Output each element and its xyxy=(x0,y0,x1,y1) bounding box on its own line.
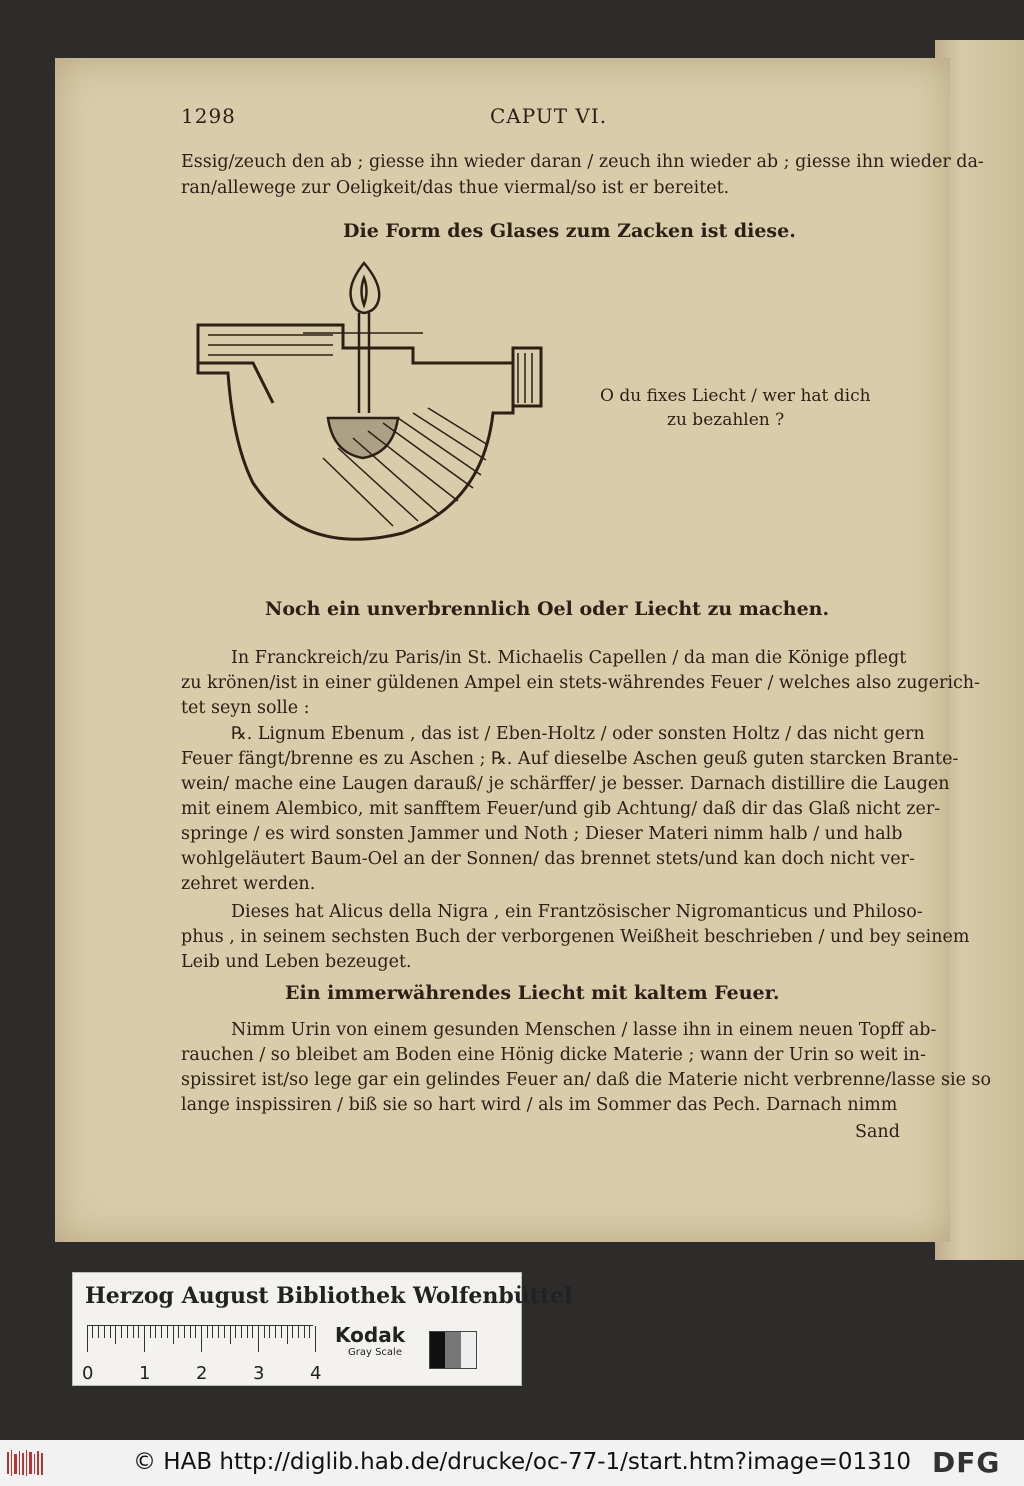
illustration-caption: O du fixes Liecht / wer hat dich xyxy=(600,386,871,406)
section-heading: Die Form des Glases zum Zacken ist diese. xyxy=(343,220,796,242)
text-line: Leib und Leben bezeuget. xyxy=(181,952,412,972)
ruler-number: 4 xyxy=(310,1363,322,1384)
text-line: zu krönen/ist in einer güldenen Ampel ein stets-währendes Feuer / welches also zugerich- xyxy=(181,673,980,693)
illustration-caption: zu bezahlen ? xyxy=(667,410,785,430)
text-line: springe / es wird sonsten Jammer und Noth ; Dieser Materi nimm halb / und halb xyxy=(181,824,903,844)
text-line: phus , in seinem sechsten Buch der verborgenen Weißheit beschrieben / und bey seinem xyxy=(181,927,970,947)
text-line: spissiret ist/so lege gar ein gelindes Feuer an/ daß die Materie nicht verbrenne/lasse sie so xyxy=(181,1070,992,1090)
text-line: zehret werden. xyxy=(181,874,316,894)
text-line: ℞. Lignum Ebenum , das ist / Eben-Holtz / oder sonsten Holtz / das nicht gern xyxy=(231,724,925,744)
gray-scale-label: Gray Scale xyxy=(348,1347,402,1358)
text-line: lange inspissiren / biß sie so hart wird / als im Sommer das Pech. Darnach nimm xyxy=(181,1095,898,1115)
text-line: wohlgeläutert Baum-Oel an der Sonnen/ das brennet stets/und kan doch nicht ver- xyxy=(181,849,915,869)
text-line: rauchen / so bleibet am Boden eine Hönig dicke Materie ; wann der Urin so weit in- xyxy=(181,1045,926,1065)
barcode-icon xyxy=(6,1448,46,1478)
footer-bar xyxy=(0,1440,1024,1486)
text-line: Nimm Urin von einem gesunden Menschen / lasse ihn in einem neuen Topff ab- xyxy=(231,1020,937,1040)
text-line: Feuer fängt/brenne es zu Aschen ; ℞. Auf dieselbe Aschen geuß guten starcken Brante- xyxy=(181,749,959,769)
book-page xyxy=(55,58,992,1242)
catchword: Sand xyxy=(855,1122,900,1142)
ruler-number: 0 xyxy=(82,1363,94,1384)
kodak-brand: Kodak xyxy=(335,1323,405,1347)
section-heading: Ein immerwährendes Liecht mit kaltem Feuer. xyxy=(285,982,780,1004)
text-line: wein/ mache eine Laugen darauß/ je schärffer/ je besser. Darnach distillire die Laugen xyxy=(181,774,950,794)
text-line: Dieses hat Alicus della Nigra , ein Frantzösischer Nigromanticus und Philoso- xyxy=(231,902,923,922)
text-line: In Franckreich/zu Paris/in St. Michaelis Capellen / da man die Könige pflegt xyxy=(231,648,907,668)
gray-scale-patches xyxy=(429,1331,477,1369)
ruler xyxy=(87,1325,313,1352)
text-line: ran/allewege zur Oeligkeit/das thue viermal/so ist er bereitet. xyxy=(181,178,730,198)
section-heading: Noch ein unverbrennlich Oel oder Liecht zu machen. xyxy=(265,598,830,620)
ruler-number: 3 xyxy=(253,1363,265,1384)
copyright-url[interactable]: © HAB http://diglib.hab.de/drucke/oc-77-1/start.htm?image=01310 xyxy=(133,1449,912,1475)
text-line: tet seyn solle : xyxy=(181,698,310,718)
ruler-number: 2 xyxy=(196,1363,208,1384)
color-reference-card xyxy=(72,1272,573,1386)
ruler-number: 1 xyxy=(139,1363,151,1384)
text-line: Essig/zeuch den ab ; giesse ihn wieder daran / zeuch ihn wieder ab ; giesse ihn wieder da- xyxy=(181,152,984,172)
dfg-logo: DFG xyxy=(932,1446,1001,1479)
running-head: CAPUT VI. xyxy=(490,104,608,128)
text-line: mit einem Alembico, mit sanfftem Feuer/und gib Achtung/ daß dir das Glaß nicht zer- xyxy=(181,799,941,819)
library-name: Herzog August Bibliothek Wolfenbüttel xyxy=(85,1283,573,1309)
glass-vessel-illustration xyxy=(183,253,553,573)
page-number: 1298 xyxy=(181,104,236,128)
